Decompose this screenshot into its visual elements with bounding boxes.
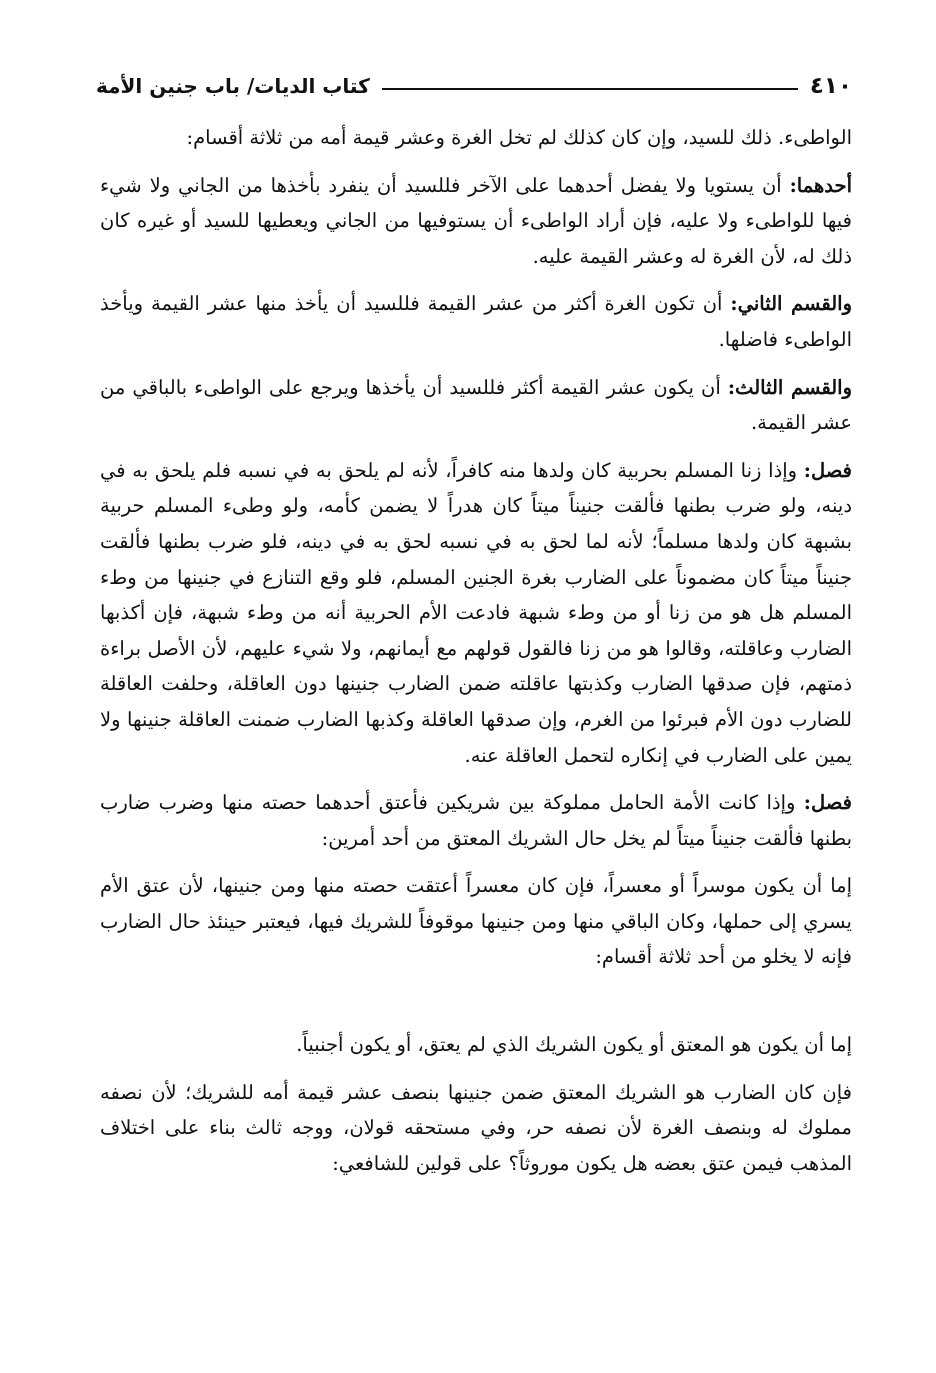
page-header [96, 66, 852, 106]
paragraph [100, 370, 852, 441]
paragraph-lead: فصل: [803, 791, 852, 815]
paragraph [100, 1027, 852, 1063]
paragraph [100, 453, 852, 773]
paragraph-text: إما أن يكون هو المعتق أو يكون الشريك الذي لم يعتق، أو يكون أجنبياً. [296, 1033, 852, 1057]
body-text [100, 120, 852, 1193]
paragraph-text: فإن كان الضارب هو الشريك المعتق ضمن جنينها بنصف عشر قيمة أمه للشريك؛ لأن نصفه مملوك له وبنصف الغرة لأن نصفه حر، وفي مستحقه قولان، ووجه ثالث بناء على اختلاف المذهب فيمن عتق بعضه هل يكون موروثاً؟ على قولين للشافعي: [100, 1080, 852, 1175]
header-rule [382, 88, 798, 90]
paragraph [100, 868, 852, 975]
paragraph [100, 1075, 852, 1182]
paragraph-text: وإذا كانت الأمة الحامل مملوكة بين شريكين فأعتق أحدهما حصته منها وضرب ضارب بطنها فألقت جنيناً ميتاً لم يخل حال الشريك المعتق من أحد أمرين: [100, 791, 852, 850]
paragraph-text: أن تكون الغرة أكثر من عشر القيمة فللسيد أن يأخذ منها عشر القيمة ويأخذ الواطىء فاضلها. [100, 292, 852, 351]
paragraph-lead: والقسم الثاني: [730, 292, 852, 316]
paragraph-lead: فصل: [803, 458, 852, 482]
paragraph-lead: والقسم الثالث: [727, 375, 852, 399]
paragraph [100, 168, 852, 275]
paragraph-text: أن يكون عشر القيمة أكثر فللسيد أن يأخذها ويرجع على الواطىء بالباقي من عشر القيمة. [100, 375, 852, 435]
paragraph-text: أن يستويا ولا يفضل أحدهما على الآخر فللسيد أن ينفرد بأخذها من الجاني ولا شيء فيها للواطىء ولا عليه، فإن أراد الواطىء أن يستوفيها من الجاني ويعطيها للسيد أو غيره كان ذلك له، لأن الغرة له وعشر القيمة عليه. [100, 173, 852, 268]
running-title: كتاب الديات/ باب جنين الأمة [96, 74, 370, 98]
paragraph [100, 785, 852, 856]
paragraph-text: الواطىء. ذلك للسيد، وإن كان كذلك لم تخل الغرة وعشر قيمة أمه من ثلاثة أقسام: [186, 126, 852, 149]
paragraph-text: إما أن يكون موسراً أو معسراً، فإن كان معسراً أعتقت حصته منها ومن جنينها، لأن عتق الأم يسري إلى حملها، وكان الباقي منها ومن جنينها موقوفاً للشريك فيها، فيعتبر حينئذ حال الضارب فإنه لا يخلو من أحد ثلاثة أقسام: [100, 874, 852, 969]
paragraph-text: وإذا زنا المسلم بحربية كان ولدها منه كافراً، لأنه لم يلحق به في نسبه فلم يلحق به في دينه، ولو ضرب بطنها فألقت جنيناً ميتاً كان هدراً لا يضمن كأمه، ولو وطىء المسلم حربية بشبهة كان ولدها مسلماً؛ لأنه لما لحق به في نسبه لحق به في دينه، فلو ضرب بطنها فألقت جنيناً ميتاً كان مضموناً على الضارب بغرة الجنين المسلم، فلو وقع التنازع في جنينها من وطء المسلم هل هو من زنا أو من وطء شبهة فادعت الأم الحربية أنه من وطء شبهة، فإن أكذبها الضارب وعاقلته، وقالوا هو من زنا فالقول قولهم مع أيمانهم، ولا شيء عليهم، لأن الأصل براءة ذمتهم، فإن صدقها الضارب وكذبتها عاقلته ضمن الضارب جنينها دون العاقلة، وحلفت العاقلة للضارب دون الأم فبرئوا من الغرم، وإن صدقها العاقلة وكذبها الضارب ضمنت العاقلة جنينها ولا يمين على الضارب في إنكاره لتحمل العاقلة عنه. [100, 458, 852, 767]
paragraph [100, 120, 852, 156]
paragraph-lead: أحدهما: [789, 173, 852, 197]
page-number: ٤١٠ [809, 73, 852, 99]
paragraph [100, 286, 852, 357]
